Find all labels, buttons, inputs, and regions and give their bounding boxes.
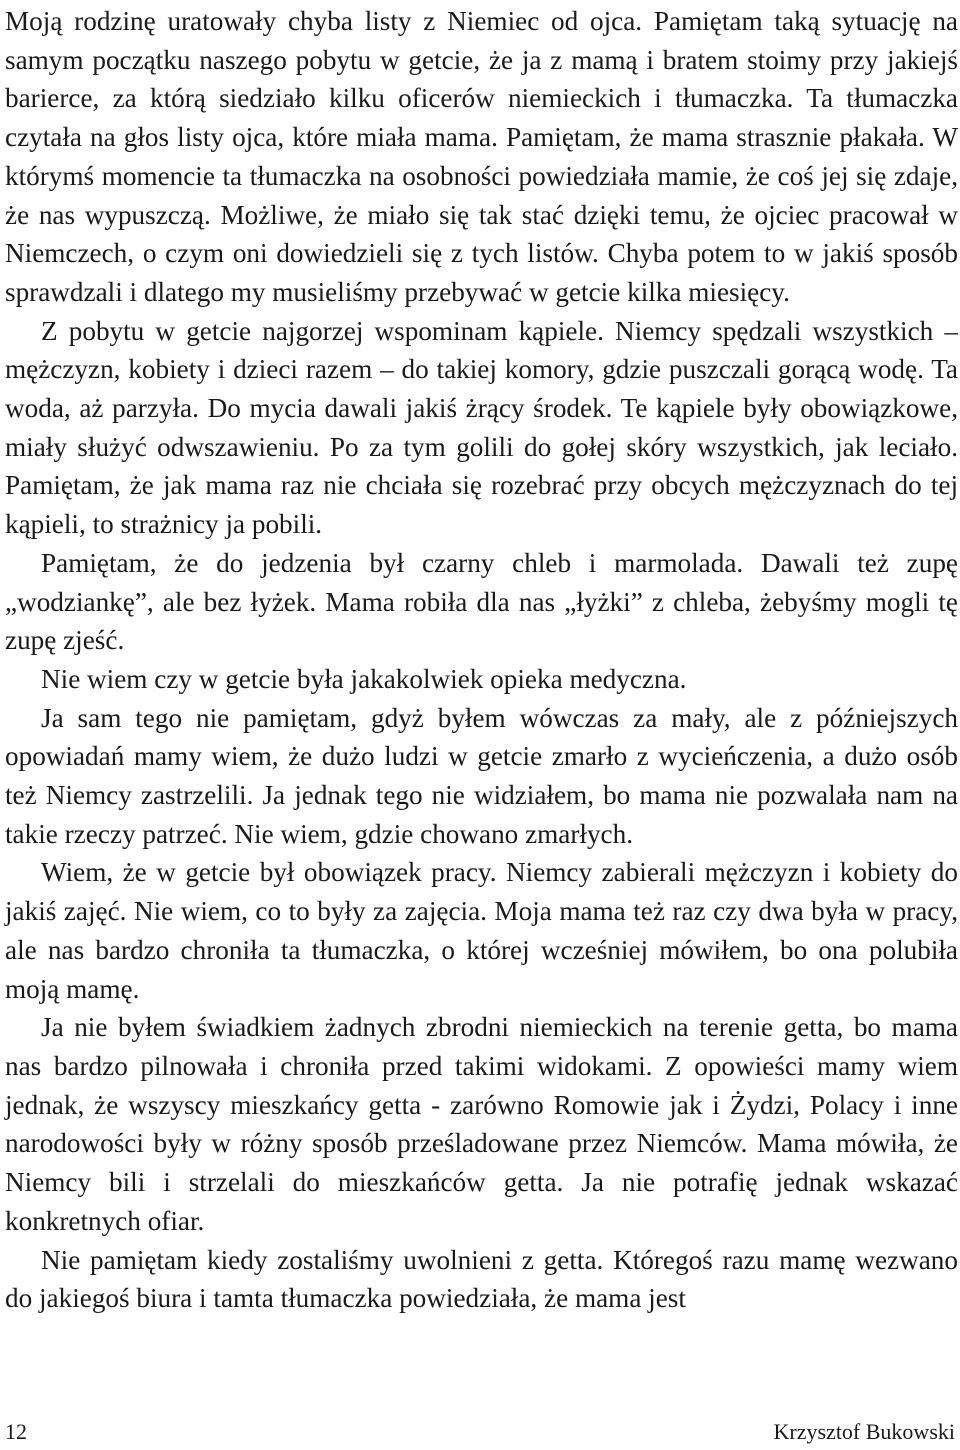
paragraph-4: Nie wiem czy w getcie była jakakolwiek opieka medyczna.: [41, 663, 687, 694]
page-body: [5, 2, 958, 1318]
footer-author: Krzysztof Bukowski: [773, 1419, 955, 1444]
paragraph-8: Nie pamiętam kiedy zostaliśmy uwolnieni z getta. Któregoś razu mamę wezwano do jakiegoś biura i tamta tłumaczka powiedziała, że mama jest: [5, 1244, 958, 1314]
paragraph-2: Z pobytu w getcie najgorzej wspominam kąpiele. Niemcy spędzali wszystkich – mężczyzn, kobiety i dzieci razem – do takiej komory, gdzie puszczali gorącą wodę. Ta woda, aż parzyła. Do mycia dawali jakiś żrący środek. Te kąpiele były obowiązkowe, miały służyć odwszawieniu. Po za tym golili do gołej skóry wszystkich, jak leciało. Pamiętam, że jak mama raz nie chciała się rozebrać przy obcych mężczyznach do tej kąpieli, to strażnicy ja pobili.: [5, 315, 958, 540]
document-text: [5, 2, 958, 1318]
paragraph-7: Ja nie byłem świadkiem żadnych zbrodni niemieckich na terenie getta, bo mama nas bardzo pilnowała i chroniła przed takimi widokami. Z opowieści mamy wiem jednak, że wszyscy mieszkańcy getta - zarówno Romowie jak i Żydzi, Polacy i inne narodowości były w różny sposób prześladowane przez Niemców. Mama mówiła, że Niemcy bili i strzelali do mieszkańców getta. Ja nie potrafię jednak wskazać konkretnych ofiar.: [5, 1012, 958, 1236]
page-number: 12: [5, 1419, 27, 1444]
paragraph-1: Moją rodzinę uratowały chyba listy z Niemiec od ojca. Pamiętam taką sytuację na samym początku naszego pobytu w getcie, że ja z mamą i bratem stoimy przy jakiejś barierce, za którą siedziało kilku oficerów niemieckich i tłumaczka. Ta tłumaczka czytała na głos listy ojca, które miała mama. Pamiętam, że mama strasznie płakała. W którymś momencie ta tłumaczka na osobności powiedziała mamie, że coś jej się zdaje, że nas wypuszczą. Możliwe, że miało się tak stać dzięki temu, że ojciec pracował w Niemczech, o czym oni dowiedzieli się z tych listów. Chyba potem to w jakiś sposób sprawdzali i dlatego my musieliśmy przebywać w getcie kilka miesięcy.: [5, 6, 958, 307]
paragraph-5: Ja sam tego nie pamiętam, gdyż byłem wówczas za mały, ale z późniejszych opowiadań mamy wiem, że dużo ludzi w getcie zmarło z wycieńczenia, a dużo osób też Niemcy zastrzelili. Ja jednak tego nie widziałem, bo mama nie pozwalała nam na takie rzeczy patrzeć. Nie wiem, gdzie chowano zmarłych.: [5, 702, 958, 849]
page-footer: [5, 1418, 955, 1446]
paragraph-3: Pamiętam, że do jedzenia był czarny chleb i marmolada. Dawali też zupę „wodziankę”, ale bez łyżek. Mama robiła dla nas „łyżki” z chleba, żebyśmy mogli tę zupę zjeść.: [5, 547, 958, 656]
paragraph-6: Wiem, że w getcie był obowiązek pracy. Niemcy zabierali mężczyzn i kobiety do jakiś zajęć. Nie wiem, co to były za zajęcia. Moja mama też raz czy dwa była w pracy, ale nas bardzo chroniła ta tłumaczka, o której wcześniej mówiłem, bo ona polubiła moją mamę.: [5, 857, 958, 1004]
